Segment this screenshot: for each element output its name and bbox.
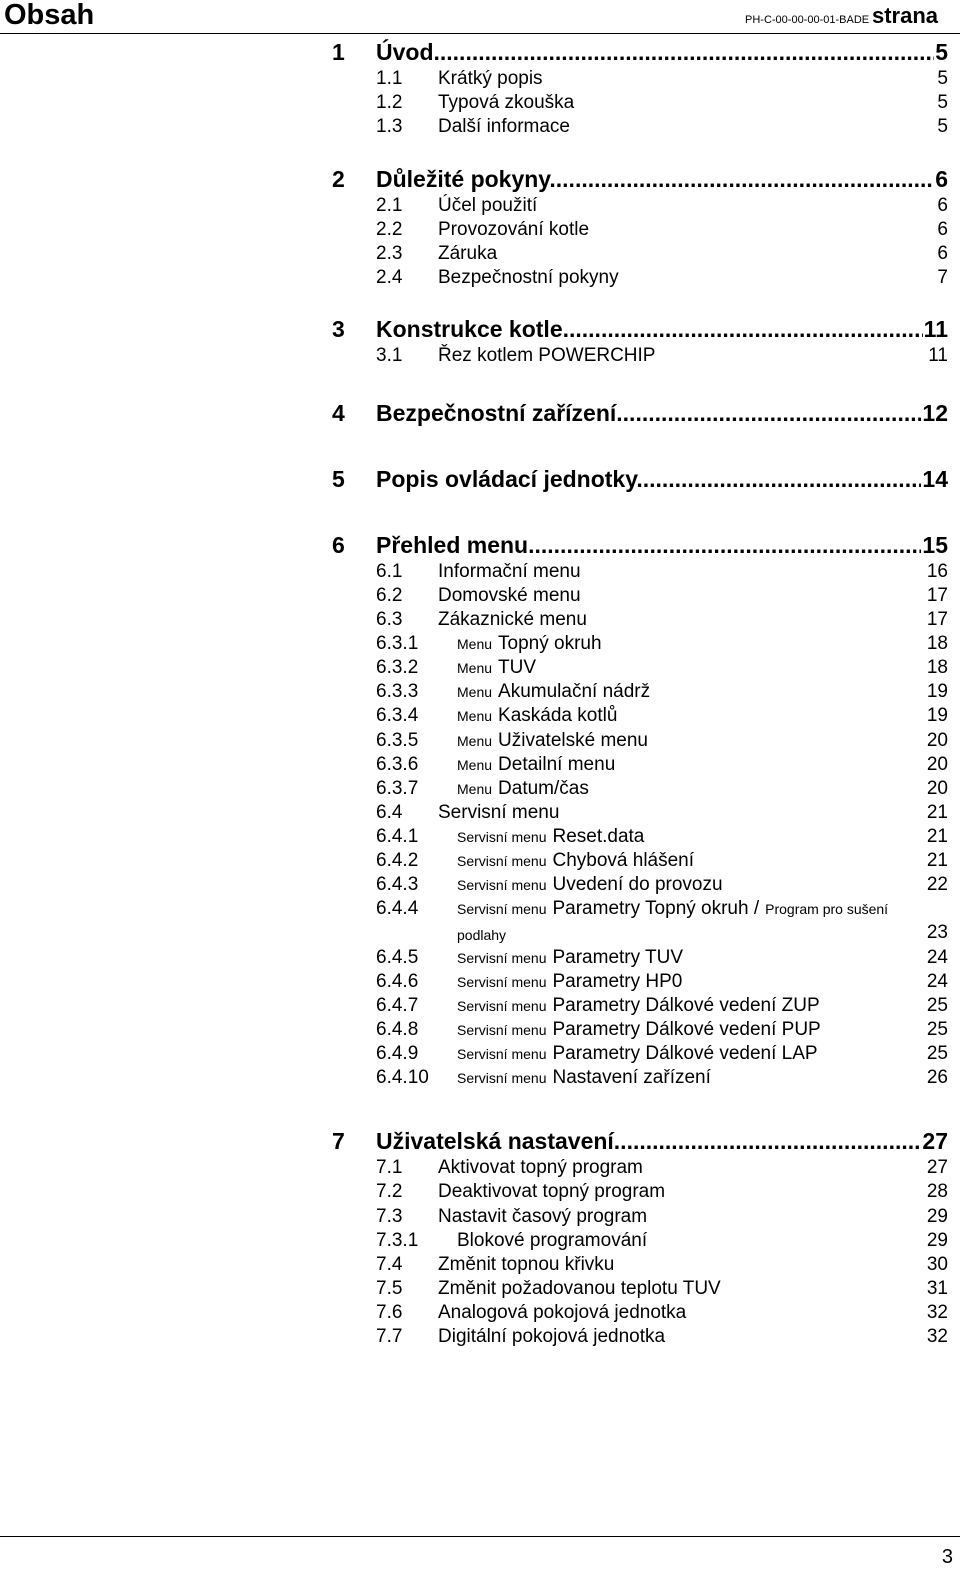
entry-number: 6.4.8 — [376, 1019, 419, 1040]
entry-title: Účel použití — [438, 195, 538, 216]
chapter-title: Bezpečnostní zařízení ..... — [376, 399, 948, 427]
entry-prefix: Menu — [457, 636, 493, 652]
entry-number: 6.3.5 — [376, 730, 419, 751]
entry-page: 29 — [926, 1230, 948, 1251]
page-number: 3 — [941, 1546, 953, 1568]
toc-entry[interactable] — [376, 266, 948, 290]
entry-page: 19 — [926, 705, 948, 726]
entry-prefix: Servisní menu — [457, 1022, 547, 1038]
entry-page: 22 — [926, 874, 948, 895]
entry-number: 6.4.10 — [376, 1067, 429, 1088]
page-column-label: strana — [872, 3, 939, 28]
entry-prefix: Servisní menu — [457, 901, 547, 917]
entry-suffix: Program pro sušení — [765, 901, 889, 917]
entry-prefix: Menu — [457, 684, 493, 700]
toc-entry[interactable] — [376, 242, 948, 266]
entry-title: Analogová pokojová jednotka — [438, 1302, 687, 1323]
entry-page: 16 — [926, 561, 948, 582]
toc-entry[interactable] — [376, 194, 948, 218]
entry-page: 18 — [926, 633, 948, 654]
chapter-title: Úvod ..... — [376, 38, 948, 66]
entry-page: 5 — [937, 92, 948, 113]
entry-title: Menu Akumulační nádrž — [457, 681, 651, 702]
entry-number: 6.2 — [376, 585, 403, 606]
chapter-number: 2 — [332, 166, 345, 192]
toc-entry[interactable] — [376, 1277, 948, 1301]
entry-title: Menu Detailní menu — [457, 754, 616, 775]
chapter-number: 4 — [332, 400, 345, 426]
entry-number: 7.3 — [376, 1206, 403, 1227]
toc-chapter-1[interactable] — [332, 38, 948, 66]
entry-title: Servisní menu Parametry HP0 — [457, 971, 683, 992]
toc-entry[interactable] — [376, 1180, 948, 1204]
entry-page: 7 — [937, 267, 948, 288]
entry-number: 2.3 — [376, 243, 403, 264]
entry-number: 6.4.4 — [376, 898, 419, 919]
entry-title: Změnit topnou křivku — [438, 1254, 615, 1275]
chapter-number: 7 — [332, 1128, 345, 1154]
entry-page: 25 — [926, 1019, 948, 1040]
entry-number: 6.4.2 — [376, 850, 419, 871]
toc-entry[interactable] — [376, 608, 948, 632]
entry-number: 6.4.5 — [376, 947, 419, 968]
toc-chapter-2[interactable] — [332, 165, 948, 193]
entry-number: 2.1 — [376, 195, 403, 216]
toc-entry[interactable] — [376, 560, 948, 584]
entry-title: Menu TUV — [457, 657, 537, 678]
entry-page: 32 — [926, 1326, 948, 1347]
chapter-number: 1 — [332, 39, 345, 65]
entry-title: Informační menu — [438, 561, 581, 582]
entry-prefix: Servisní menu — [457, 998, 547, 1014]
toc-chapter-3[interactable] — [332, 315, 948, 343]
toc-entry[interactable] — [376, 897, 948, 921]
chapter-page: 5 — [935, 39, 948, 65]
entry-page: 31 — [926, 1278, 948, 1299]
entry-number: 7.4 — [376, 1254, 403, 1275]
entry-page: 5 — [937, 68, 948, 89]
entry-page: 6 — [937, 243, 948, 264]
entry-number: 3.1 — [376, 345, 403, 366]
entry-page: 6 — [937, 219, 948, 240]
entry-title: Menu Datum/čas — [457, 778, 589, 799]
entry-number: 6.4.7 — [376, 995, 419, 1016]
entry-title: Domovské menu — [438, 585, 581, 606]
entry-title: Menu Uživatelské menu — [457, 730, 648, 751]
entry-page: 19 — [926, 681, 948, 702]
chapter-page: 11 — [923, 316, 948, 342]
entry-page: 25 — [926, 1043, 948, 1064]
toc-entry[interactable] — [376, 218, 948, 242]
entry-prefix: Menu — [457, 781, 493, 797]
entry-title: Menu Kaskáda kotlů — [457, 705, 618, 726]
toc-entry[interactable] — [376, 1066, 948, 1090]
toc-entry[interactable] — [376, 680, 948, 704]
toc-entry[interactable] — [376, 801, 948, 825]
entry-title: Servisní menu Parametry Topný okruh / Program pro sušení — [457, 898, 889, 919]
entry-title: Bezpečnostní pokyny — [438, 267, 619, 288]
entry-prefix: Servisní menu — [457, 950, 547, 966]
toc-chapter-5[interactable] — [332, 465, 948, 493]
entry-prefix: Servisní menu — [457, 853, 547, 869]
toc-entry[interactable] — [376, 656, 948, 680]
entry-title: Blokové programování — [457, 1230, 648, 1251]
entry-prefix: Servisní menu — [457, 1070, 547, 1086]
entry-page: 11 — [928, 345, 948, 366]
toc-entry[interactable] — [376, 1301, 948, 1325]
entry-prefix: Servisní menu — [457, 877, 547, 893]
entry-page: 27 — [926, 1157, 948, 1178]
toc-entry[interactable] — [376, 91, 948, 115]
toc-entry[interactable] — [376, 946, 948, 970]
entry-number: 2.4 — [376, 267, 403, 288]
entry-page: 24 — [926, 947, 948, 968]
header-divider — [0, 33, 960, 34]
entry-number: 6.3 — [376, 609, 403, 630]
entry-prefix: Servisní menu — [457, 829, 547, 845]
entry-page: 20 — [926, 778, 948, 799]
chapter-number: 5 — [332, 466, 345, 492]
chapter-page: 6 — [935, 166, 948, 192]
toc-entry[interactable] — [376, 344, 948, 368]
entry-prefix: Menu — [457, 660, 493, 676]
entry-number: 6.4.1 — [376, 826, 419, 847]
entry-number: 6.3.2 — [376, 657, 419, 678]
entry-page: 21 — [926, 850, 948, 871]
toc-entry[interactable] — [376, 849, 948, 873]
toc-entry-page-row[interactable] — [376, 921, 948, 945]
entry-page: 17 — [926, 585, 948, 606]
entry-page: 21 — [926, 802, 948, 823]
toc-entry[interactable] — [376, 970, 948, 994]
entry-number: 6.3.1 — [376, 633, 419, 654]
entry-title: Servisní menu Chybová hlášení — [457, 850, 695, 871]
toc-entry[interactable] — [376, 777, 948, 801]
entry-title: Servisní menu — [438, 802, 560, 823]
toc-entry[interactable] — [376, 1205, 948, 1229]
entry-title: Servisní menu Parametry Dálkové vedení LAP — [457, 1043, 818, 1064]
entry-title: Nastavit časový program — [438, 1206, 648, 1227]
toc-chapter-6[interactable] — [332, 531, 948, 559]
entry-title: Krátký popis — [438, 68, 543, 89]
entry-number: 1.1 — [376, 68, 403, 89]
entry-number: 1.2 — [376, 92, 403, 113]
entry-page: 30 — [926, 1254, 948, 1275]
entry-title: Servisní menu Nastavení zařízení — [457, 1067, 711, 1088]
entry-page: 6 — [937, 195, 948, 216]
toc-entry[interactable] — [376, 67, 948, 91]
entry-prefix: Servisní menu — [457, 974, 547, 990]
chapter-page: 27 — [922, 1128, 948, 1154]
toc-entry[interactable] — [376, 1325, 948, 1349]
entry-title: Servisní menu Parametry TUV — [457, 947, 684, 968]
toc-entry[interactable] — [376, 873, 948, 897]
entry-page: 5 — [937, 116, 948, 137]
entry-number: 6.3.6 — [376, 754, 419, 775]
toc-entry[interactable] — [376, 632, 948, 656]
chapter-number: 6 — [332, 532, 345, 558]
entry-title: Servisní menu Reset.data — [457, 826, 645, 847]
toc-entry[interactable] — [376, 1042, 948, 1066]
entry-number: 1.3 — [376, 116, 403, 137]
entry-page: 18 — [926, 657, 948, 678]
toc-entry[interactable] — [376, 994, 948, 1018]
toc-entry[interactable] — [376, 704, 948, 728]
entry-page: 20 — [926, 754, 948, 775]
entry-title: Typová zkouška — [438, 92, 575, 113]
entry-page: 25 — [926, 995, 948, 1016]
entry-title: Změnit požadovanou teplotu TUV — [438, 1278, 721, 1299]
entry-title: Servisní menu Uvedení do provozu — [457, 874, 723, 895]
entry-page: 29 — [926, 1206, 948, 1227]
toc-entry[interactable] — [376, 729, 948, 753]
chapter-title: Přehled menu ..... — [376, 531, 948, 559]
chapter-title: Uživatelská nastavení ..... — [376, 1127, 948, 1155]
entry-title: Řez kotlem POWERCHIP — [438, 345, 656, 366]
entry-title: Provozování kotle — [438, 219, 590, 240]
toc-entry[interactable] — [376, 584, 948, 608]
entry-number: 6.3.7 — [376, 778, 419, 799]
toc-entry[interactable] — [376, 1156, 948, 1180]
entry-number: 7.7 — [376, 1326, 403, 1347]
entry-page: 32 — [926, 1302, 948, 1323]
entry-title: Servisní menu Parametry Dálkové vedení ZUP — [457, 995, 820, 1016]
page-title: Obsah — [4, 0, 95, 31]
entry-title: Další informace — [438, 116, 570, 137]
entry-number: 6.4.3 — [376, 874, 419, 895]
entry-title: Zákaznické menu — [438, 609, 587, 630]
entry-title: Servisní menu Parametry Dálkové vedení PUP — [457, 1019, 821, 1040]
entry-page: 23 — [926, 922, 948, 943]
entry-number: 7.1 — [376, 1157, 403, 1178]
entry-continuation: podlahy — [457, 927, 507, 943]
entry-number: 6.4.9 — [376, 1043, 419, 1064]
entry-title: Menu Topný okruh — [457, 633, 602, 654]
entry-page: 26 — [926, 1067, 948, 1088]
toc-entry[interactable] — [376, 753, 948, 777]
entry-prefix: Menu — [457, 757, 493, 773]
chapter-title: Konstrukce kotle ..... — [376, 315, 948, 343]
entry-title: Digitální pokojová jednotka — [438, 1326, 666, 1347]
entry-title: Záruka — [438, 243, 498, 264]
entry-number: 6.4 — [376, 802, 403, 823]
footer-divider — [0, 1536, 960, 1537]
chapter-title: Popis ovládací jednotky ..... — [376, 465, 948, 493]
toc-entry[interactable] — [376, 115, 948, 139]
entry-number: 6.1 — [376, 561, 403, 582]
entry-number: 2.2 — [376, 219, 403, 240]
entry-page: 28 — [926, 1181, 948, 1202]
chapter-page: 15 — [922, 532, 948, 558]
toc-entry[interactable] — [376, 1229, 948, 1253]
entry-page: 20 — [926, 730, 948, 751]
entry-page: 24 — [926, 971, 948, 992]
entry-number: 7.3.1 — [376, 1230, 419, 1251]
entry-number: 7.5 — [376, 1278, 403, 1299]
entry-page: 17 — [926, 609, 948, 630]
entry-number: 6.3.4 — [376, 705, 419, 726]
entry-prefix: Servisní menu — [457, 1046, 547, 1062]
toc-entry[interactable] — [376, 825, 948, 849]
document-code: PH-C-00-00-00-01-BADE — [745, 14, 870, 26]
entry-page: 21 — [926, 826, 948, 847]
chapter-number: 3 — [332, 316, 345, 342]
entry-prefix: Menu — [457, 708, 493, 724]
chapter-title: Důležité pokyny ..... — [376, 165, 948, 193]
toc-entry[interactable] — [376, 1018, 948, 1042]
entry-number: 6.3.3 — [376, 681, 419, 702]
entry-number: 7.6 — [376, 1302, 403, 1323]
toc-entry[interactable] — [376, 1253, 948, 1277]
entry-number: 6.4.6 — [376, 971, 419, 992]
entry-title: Aktivovat topný program — [438, 1157, 643, 1178]
chapter-page: 14 — [922, 466, 948, 492]
entry-title: Deaktivovat topný program — [438, 1181, 666, 1202]
entry-number: 7.2 — [376, 1181, 403, 1202]
chapter-page: 12 — [922, 400, 948, 426]
toc-chapter-4[interactable] — [332, 399, 948, 427]
toc-chapter-7[interactable] — [332, 1127, 948, 1155]
entry-prefix: Menu — [457, 733, 493, 749]
